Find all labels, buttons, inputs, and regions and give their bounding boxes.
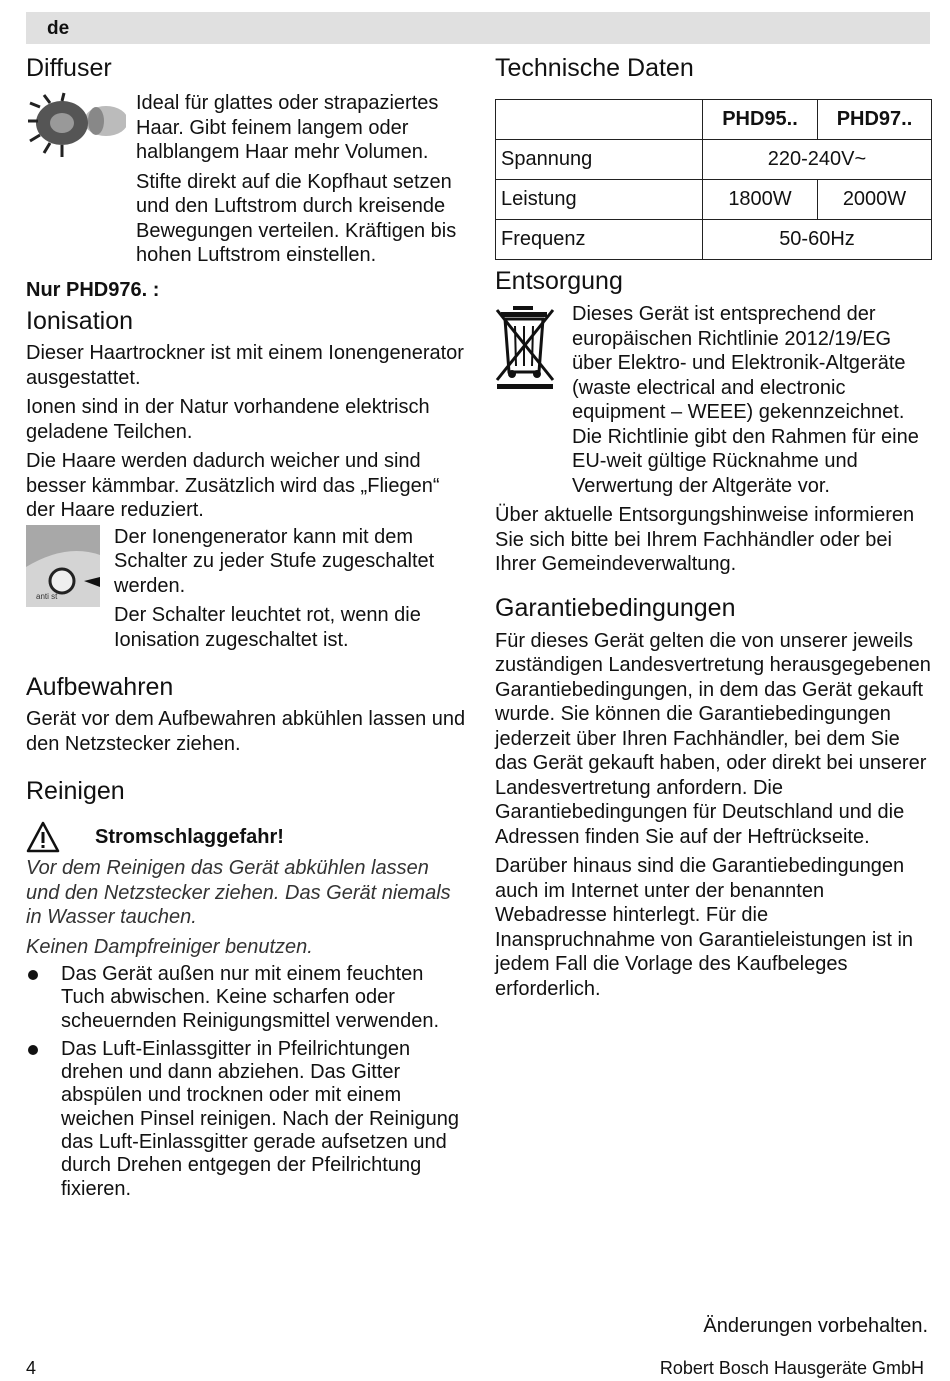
diffuser-figure [26,91,136,268]
ionisation-switch-section [26,525,466,653]
list-item: Das Gerät außen nur mit einem feuchten Tuch abwischen. Keine scharfen oder scheuernden Reinigungsmittel verwenden. [26,963,466,1033]
ionisation-p4: Der Ionengenerator kann mit dem Schalter zu jeder Stufe zugeschaltet werden. [114,525,435,597]
table-header-phd95: PHD95.. [703,100,818,140]
table-cell: Frequenz [496,220,703,260]
warning-label: Stromschlaggefahr! [95,825,284,848]
table-cell: 2000W [818,180,932,220]
diffuser-text [136,91,466,268]
table-row [496,100,932,140]
right-column [495,53,932,1001]
table-header-phd97: PHD97.. [818,100,932,140]
weee-figure [495,302,572,498]
aufbewahren-heading: Aufbewahren [26,673,174,701]
table-cell: 1800W [703,180,818,220]
diffuser-heading: Diffuser [26,54,112,82]
switch-label: anti st [36,591,58,601]
ionisation-heading: Ionisation [26,307,134,335]
language-bar [26,12,930,44]
diffuser-p2: Stifte direkt auf die Kopfhaut setzen und den Luftstrom durch kreisende Bewegungen verteilen. Kräftigen bis hohen Luftstrom einstellen. [136,170,457,266]
ion-switch-icon [26,525,100,607]
table-cell: 50-60Hz [703,220,932,260]
table-cell [496,100,703,140]
ionisation-p2: Ionen sind in der Natur vorhandene elektrisch geladene Teilchen. [26,396,430,443]
ionisation-p3: Die Haare werden dadurch weicher und sind besser kämmbar. Zusätzlich wird das „Fliegen“ der Haare reduziert. [26,450,440,521]
diffuser-icon [26,91,126,171]
table-row [496,220,932,260]
ionisation-p5: Der Schalter leuchtet rot, wenn die Ionisation zugeschaltet ist. [114,604,421,651]
changes-note: Änderungen vorbehalten. [703,1315,928,1337]
list-item: Das Luft-Einlassgitter in Pfeilrichtungen drehen und dann abziehen. Das Gitter abspülen und trocknen oder mit einem weichen Pinsel reinigen. Nach der Reinigung das Luft-Einlassgitter gerade aufsetzen und durch Drehen entgegen der Pfeilrichtung fixieren. [26,1038,466,1201]
language-label: de [47,18,70,39]
entsorgung-heading: Entsorgung [495,267,623,295]
warning-row [26,821,466,853]
reinigen-italic-1: Vor dem Reinigen das Gerät abkühlen lassen und den Netzstecker ziehen. Das Gerät niemals in Wasser tauchen. [26,857,451,928]
table-cell: Spannung [496,140,703,180]
warning-icon [26,821,60,853]
crossed-bin-icon [495,302,555,390]
garantie-heading: Garantiebedingungen [495,593,736,622]
diffuser-section [26,91,466,268]
ionisation-p1: Dieser Haartrockner ist mit einem Ionengenerator ausgestattet. [26,342,464,389]
entsorgung-section [495,302,932,498]
entsorgung-p2: Über aktuelle Entsorgungshinweise informieren Sie sich bitte bei Ihrem Fachhändler oder bei Ihrer Gemeindeverwaltung. [495,504,915,575]
reinigen-bullets [26,963,466,1201]
garantie-p2: Darüber hinaus sind die Garantiebedingungen auch im Internet unter der benannten Webadresse hinterlegt. Für die Inanspruchnahme von Garantieleistungen ist in jedem Fall die Vorlage des Kaufbeleges erforderlich. [495,855,914,1000]
table-row [496,140,932,180]
ionisation-note: Nur PHD976. : [26,278,160,301]
left-column [26,53,466,1201]
table-cell: 220-240V~ [703,140,932,180]
garantie-p1: Für dieses Gerät gelten die von unserer jeweils zuständigen Landesvertretung herausgegebenen Garantiebedingungen, in dem das Gerät gekauft wurde. Sie können die Garantiebedingungen jederzeit über Ihren Fachhändler, bei dem Sie das Gerät gekauft haben, oder direkt bei unserer Landesvertretung anfordern. Die Garantiebedingungen für Deutschland und die Adressen finden Sie auf der Heftrückseite. [495,629,931,848]
reinigen-italic-2: Keinen Dampfreiniger benutzen. [26,935,313,958]
table-row [496,180,932,220]
ion-switch-figure [26,525,114,653]
company-name: Robert Bosch Hausgeräte GmbH [659,1358,924,1378]
table-cell: Leistung [496,180,703,220]
page-number: 4 [26,1358,37,1378]
tech-heading: Technische Daten [495,54,694,82]
reinigen-heading: Reinigen [26,777,125,805]
aufbewahren-p1: Gerät vor dem Aufbewahren abkühlen lassen und den Netzstecker ziehen. [26,708,466,755]
entsorgung-p1: Dieses Gerät ist entsprechend der europäischen Richtlinie 2012/19/EG über Elektro- und Elektronik-Altgeräte (waste electrical and electronic equipment – WEEE) gekennzeichnet. Die Richtlinie gibt den Rahmen für eine EU-weit gültige Rücknahme und Verwertung der Altgeräte vor. [572,303,919,497]
tech-table [495,99,932,260]
ionisation-switch-text [114,525,466,653]
diffuser-p1: Ideal für glattes oder strapaziertes Haar. Gibt feinem langem oder halblangem Haar mehr Volumen. [136,92,439,163]
